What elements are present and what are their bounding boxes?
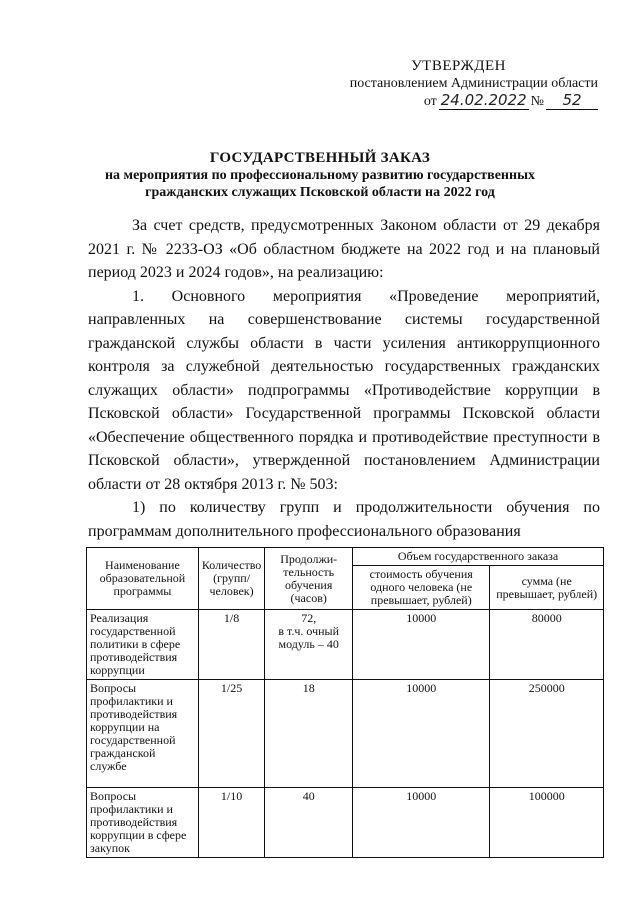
paragraph-intro: За счет средств, предусмотренных Законом области от 29 декабря 2021 г. № 2233-ОЗ «Об областном бюджете на 2022 год и на плановый период 2023 и 2024 годов», на реализацию: (88, 217, 600, 281)
header-cost: стоимость обучения одного человека (не превышает, рублей) (353, 566, 490, 610)
table-row (87, 680, 604, 788)
cell-program-name: Вопросы профилактики и противодействия коррупции в сфере закупок (87, 788, 199, 858)
number-prefix: № (530, 94, 544, 109)
duration-note: в т.ч. очный модуль – 40 (278, 624, 340, 651)
document-title (40, 149, 600, 201)
cell-duration: 18 (265, 680, 353, 788)
cell-duration: 40 (265, 788, 353, 858)
handwritten-number: 52 (546, 92, 598, 110)
paragraph-main-activity: 1. Основного мероприятия «Проведение мероприятий, направленных на совершенствование системы государственной гражданской службы области в части усиления антикоррупционного контроля за служебной деятельностью государственных гражданских служащих области» подпрограммы «Противодействие коррупции в Псковской области» Государственной программы Псковской области «Обеспечение общественного порядка и противодействие преступности в Псковской области», утвержденной постановлением Администрации области от 28 октября 2013 г. № 503: (88, 287, 600, 493)
cell-cost: 10000 (353, 610, 490, 680)
document-body (88, 214, 600, 543)
paragraph-groups: 1) по количеству групп и продолжительности обучения по программам дополнительного профессионального образования (88, 499, 600, 540)
table-header-row (87, 548, 604, 566)
approval-issuer: постановлением Администрации области (349, 76, 598, 91)
cell-cost: 10000 (353, 788, 490, 858)
approval-date-line (318, 92, 598, 110)
state-order-table (86, 547, 604, 858)
approval-stamp (318, 58, 598, 110)
title-line-3: гражданских служащих Псковской области на 2022 год (145, 185, 495, 200)
cell-program-name: Реализация государственной политики в сфере противодействия коррупции (87, 610, 199, 680)
cell-count: 1/25 (198, 680, 264, 788)
cell-count: 1/8 (198, 610, 264, 680)
table-row (87, 610, 604, 680)
header-sum: сумма (не превышает, рублей) (490, 566, 604, 610)
cell-cost: 10000 (353, 680, 490, 788)
header-count: Количество (групп/ человек) (198, 548, 264, 610)
handwritten-date: 24.02.2022 (440, 91, 527, 109)
table-row (87, 788, 604, 858)
cell-sum: 250000 (490, 680, 604, 788)
cell-program-name: Вопросы профилактики и противодействия коррупции на государственной гражданской службе (87, 680, 199, 788)
approval-status: УТВЕРЖДЕН (411, 58, 506, 74)
header-volume: Объем государственного заказа (353, 548, 604, 566)
cell-sum: 80000 (490, 610, 604, 680)
cell-sum: 100000 (490, 788, 604, 858)
header-program-name: Наименование образовательной программы (87, 548, 199, 610)
cell-count: 1/10 (198, 788, 264, 858)
header-duration: Продолжи-тельность обучения (часов) (265, 548, 353, 610)
duration-value: 72, (301, 611, 317, 625)
cell-duration (265, 610, 353, 680)
title-heading: ГОСУДАРСТВЕННЫЙ ЗАКАЗ (209, 150, 431, 166)
date-prefix: от (423, 94, 437, 109)
title-line-2: на мероприятия по профессиональному развитию государственных (104, 168, 535, 183)
